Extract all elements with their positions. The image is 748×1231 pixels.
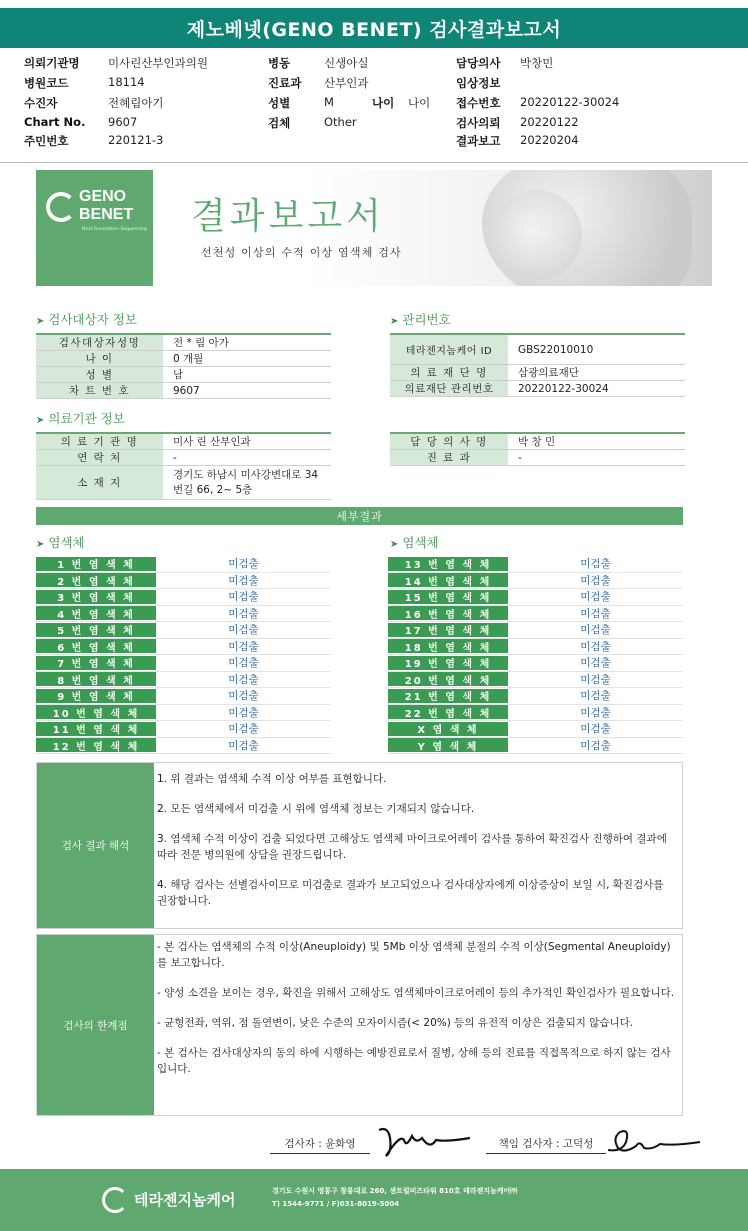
info-key: 성별	[268, 96, 291, 110]
table-key: 차 트 번 호	[36, 383, 163, 398]
table-key: 나 이	[36, 351, 163, 366]
info-sex	[268, 95, 448, 113]
logo-g-icon	[46, 192, 76, 222]
chromosome-label: 3 번 염 색 체	[36, 590, 156, 604]
table-value: 박 창 민	[518, 436, 556, 448]
info-value: M	[324, 95, 334, 109]
limitations-box	[36, 934, 683, 1116]
table-row	[390, 381, 685, 397]
table-value: 20220122-30024	[518, 382, 609, 395]
chromosome-label: 11 번 염 색 체	[36, 722, 156, 736]
info-hospital-code	[24, 75, 254, 93]
arrow-icon: ➤	[36, 316, 45, 327]
chromosome-row	[388, 688, 683, 705]
table-key: 검사대상자성명	[36, 335, 163, 350]
chromosome-row	[388, 606, 683, 623]
chromosome-row	[36, 705, 331, 722]
table-value: 남	[173, 369, 184, 381]
table-row	[36, 367, 331, 383]
chromosome-label: 16 번 염 색 체	[388, 606, 508, 620]
chromosome-result: 미검출	[580, 591, 611, 604]
chromosome-row	[36, 589, 331, 606]
info-key: 검체	[268, 116, 291, 130]
info-key: 병원코드	[24, 76, 69, 90]
table-key: 연 락 처	[36, 450, 163, 465]
table-row	[36, 434, 331, 450]
chromosome-row	[388, 705, 683, 722]
chromosome-row	[36, 606, 331, 623]
info-value: 20220204	[520, 133, 579, 147]
arrow-icon: ➤	[36, 539, 45, 550]
section-title: 검사대상자 정보	[48, 312, 137, 327]
info-key: 진료과	[268, 76, 302, 90]
chromosome-row	[388, 556, 683, 573]
info-value: 산부인과	[324, 76, 369, 90]
section-title: 의료기관 정보	[48, 411, 125, 426]
section-title: 염색체	[48, 535, 85, 550]
info-value: 9607	[108, 115, 138, 129]
table-key: 담 당 의 사 명	[390, 434, 508, 449]
institution-table	[36, 432, 331, 500]
chromosome-label: 17 번 염 색 체	[388, 623, 508, 637]
chromosome-result: 미검출	[580, 690, 611, 703]
banner-title: 결과보고서	[191, 196, 385, 237]
info-value: 나이	[408, 96, 431, 110]
chromosome-row	[36, 672, 331, 689]
interpretation-item: 3. 염색체 수적 이상이 검출 되었다면 고해상도 염색체 마이크로어레이 검사를 통하여 확진검사 진행하여 결과에 따라 전문 병의원에 상담을 권장드립니다.	[157, 833, 667, 861]
limitation-item: - 본 검사는 염색체의 수적 이상(Aneuploidy) 및 5Mb 이상 염색체 분절의 수적 이상(Segmental Aneuploidy)를 보고합니다.	[157, 941, 671, 969]
info-value: 20220122-30024	[520, 95, 620, 109]
chromosome-row	[388, 721, 683, 738]
table-key: 성 별	[36, 367, 163, 382]
interpretation-item: 4. 해당 검사는 선별검사이므로 미검출로 결과가 보고되었으나 검사대상자에게 이상증상이 보일 시, 확진검사를 권장합니다.	[157, 879, 664, 907]
table-row	[390, 450, 685, 466]
logo-tagline: Next Generation Sequencing	[82, 227, 147, 232]
table-row	[36, 466, 331, 500]
section-title: 관리번호	[402, 312, 451, 327]
info-resident-no	[24, 133, 254, 151]
chromosome-label: 5 번 염 색 체	[36, 623, 156, 637]
chromosome-label: 6 번 염 색 체	[36, 639, 156, 653]
chromosome-label: 14 번 염 색 체	[388, 573, 508, 587]
footer-phone: T) 1544-9771 / F)031-8019-5004	[272, 1200, 400, 1208]
info-value: 전혜림아기	[108, 96, 164, 110]
banner-subtitle: 선천성 이상의 수적 이상 염색체 검사	[201, 246, 402, 259]
chromosome-label: 18 번 염 색 체	[388, 639, 508, 653]
limitations-text	[157, 939, 676, 1091]
chromosome-result: 미검출	[580, 723, 611, 736]
chromosome-result: 미검출	[228, 673, 259, 686]
info-key: Chart No.	[24, 115, 86, 129]
chromosome-row	[36, 721, 331, 738]
signature-row	[270, 1130, 710, 1160]
table-key: 진 료 과	[390, 450, 508, 465]
info-doctor	[456, 55, 656, 73]
section-institution-info	[36, 409, 125, 427]
table-key: 의 료 기 관 명	[36, 434, 163, 449]
chromosome-label: Y 염 색 체	[388, 738, 508, 752]
table-key: 의 료 재 단 명	[390, 365, 508, 380]
chromosome-row	[388, 672, 683, 689]
chromosome-label: 7 번 염 색 체	[36, 656, 156, 670]
info-key: 수진자	[24, 96, 58, 110]
info-chart-no	[24, 115, 254, 133]
chromosome-label: 2 번 염 색 체	[36, 573, 156, 587]
chromosome-label: 20 번 염 색 체	[388, 672, 508, 686]
info-ward	[268, 55, 448, 73]
chromosome-result: 미검출	[228, 624, 259, 637]
section-management-no	[390, 310, 451, 328]
chromosome-result: 미검출	[580, 640, 611, 653]
interpretation-item: 2. 모든 염색체에서 미검출 시 위에 염색체 정보는 기재되지 않습니다.	[157, 803, 475, 815]
chromosome-result: 미검출	[228, 558, 259, 571]
detail-results-bar: 세부결과	[36, 507, 683, 525]
chromosome-result: 미검출	[228, 591, 259, 604]
table-key: 의료재단 관리번호	[390, 381, 508, 396]
interpretation-box	[36, 762, 683, 929]
chromosome-row	[388, 589, 683, 606]
chromosome-row	[388, 738, 683, 755]
info-value: 미사린산부인과의원	[108, 56, 208, 70]
table-value: 9607	[173, 384, 200, 397]
chromosome-table-left	[36, 556, 331, 754]
chromosome-label: X 염 색 체	[388, 722, 508, 736]
info-key: 나이	[372, 96, 395, 110]
table-value: -	[173, 451, 177, 464]
info-institution	[24, 55, 254, 73]
chromosome-row	[388, 573, 683, 590]
section-title: 염색체	[402, 535, 439, 550]
arrow-icon: ➤	[36, 415, 45, 426]
subject-info-table	[36, 333, 331, 399]
chromosome-label: 13 번 염 색 체	[388, 557, 508, 571]
chromosome-row	[388, 639, 683, 656]
chromosome-result: 미검출	[580, 607, 611, 620]
chromosome-result: 미검출	[580, 657, 611, 670]
info-key: 접수번호	[456, 96, 501, 110]
info-clinical	[456, 75, 656, 93]
responsible-name: 책임 검사자 : 고덕성	[486, 1136, 606, 1154]
chromosome-label: 4 번 염 색 체	[36, 606, 156, 620]
chromosome-result: 미검출	[228, 690, 259, 703]
chromosome-label: 9 번 염 색 체	[36, 689, 156, 703]
table-value: GBS22010010	[518, 343, 594, 356]
examiner-signature	[374, 1124, 474, 1160]
institution-right-table	[390, 432, 685, 466]
header-divider	[0, 162, 748, 163]
chromosome-row	[36, 556, 331, 573]
footer-brand: 테라젠지놈케어	[134, 1191, 236, 1209]
info-value: Other	[324, 115, 357, 129]
chromosome-result: 미검출	[228, 574, 259, 587]
chromosome-label: 22 번 염 색 체	[388, 705, 508, 719]
info-patient	[24, 95, 254, 113]
info-value: 220121-3	[108, 133, 164, 147]
logo-line2: BENET	[79, 206, 134, 223]
limitations-label: 검사의 한계점	[37, 935, 154, 1115]
info-accession	[456, 95, 656, 113]
chromosome-table-right	[388, 556, 683, 754]
info-key: 주민번호	[24, 134, 69, 148]
chromosome-result: 미검출	[580, 706, 611, 719]
chromosome-result: 미검출	[580, 673, 611, 686]
arrow-icon: ➤	[390, 539, 399, 550]
interpretation-item: 1. 위 결과는 염색체 수적 이상 여부를 표현합니다.	[157, 773, 387, 785]
chromosome-label: 21 번 염 색 체	[388, 689, 508, 703]
logo-wordmark	[79, 188, 133, 224]
report-title: 제노베넷(GENO BENET) 검사결과보고서	[0, 8, 748, 48]
baby-feet-image-2	[492, 190, 582, 280]
chromosome-label: 10 번 염 색 체	[36, 705, 156, 719]
chromosome-row	[36, 738, 331, 755]
info-key: 담당의사	[456, 56, 501, 70]
chromosome-row	[36, 622, 331, 639]
table-value: 전 * 림 아가	[173, 337, 229, 349]
info-key: 병동	[268, 56, 291, 70]
geno-benet-logo	[36, 170, 153, 286]
chromosome-row	[36, 573, 331, 590]
info-department	[268, 75, 448, 93]
chromosome-result: 미검출	[580, 624, 611, 637]
chromosome-result: 미검출	[228, 739, 259, 752]
chromosome-result: 미검출	[228, 706, 259, 719]
responsible-signature	[604, 1122, 704, 1160]
management-table	[390, 333, 685, 397]
info-value: 18114	[108, 75, 145, 89]
table-row	[390, 365, 685, 381]
chromosome-result: 미검출	[580, 574, 611, 587]
info-request-date	[456, 115, 656, 133]
info-value: 신생아실	[324, 56, 369, 70]
info-key: 결과보고	[456, 134, 501, 148]
footer	[0, 1169, 748, 1231]
info-report-date	[456, 133, 656, 151]
table-row	[36, 335, 331, 351]
chromosome-row	[388, 655, 683, 672]
chromosome-result: 미검출	[580, 739, 611, 752]
report-banner	[36, 170, 712, 286]
table-key: 테라젠지놈케어 ID	[390, 335, 508, 364]
examiner-name: 검사자 : 윤화영	[270, 1136, 370, 1154]
chromosome-label: 19 번 염 색 체	[388, 656, 508, 670]
info-specimen	[268, 115, 448, 133]
table-value: 삼광의료재단	[518, 367, 579, 379]
chromosome-result: 미검출	[228, 657, 259, 670]
logo-line1: GENO	[79, 188, 127, 205]
info-key: 임상정보	[456, 76, 501, 90]
table-row	[390, 434, 685, 450]
table-row	[36, 351, 331, 367]
table-row	[36, 450, 331, 466]
chromosome-label: 8 번 염 색 체	[36, 672, 156, 686]
table-value: 0 개월	[173, 353, 204, 365]
table-value: 미사 린 산부인과	[173, 436, 251, 448]
chromosome-label: 1 번 염 색 체	[36, 557, 156, 571]
info-value: 박창민	[520, 56, 554, 70]
footer-address-block	[272, 1185, 517, 1211]
info-key: 검사의뢰	[456, 116, 501, 130]
section-chromosome-right	[390, 533, 439, 551]
table-value: -	[518, 451, 522, 464]
interpretation-label: 검사 결과 해석	[37, 763, 154, 928]
interpretation-text	[157, 771, 676, 923]
limitation-item: - 양성 소견을 보이는 경우, 확진을 위해서 고해상도 염색체마이크로어레이 등의 추가적인 확인검사가 필요합니다.	[157, 987, 675, 999]
section-subject-info	[36, 310, 137, 328]
info-value: 20220122	[520, 115, 579, 129]
footer-address: 경기도 수원시 영통구 창룡대로 260, 센트럴비즈타워 810호 테라젠지놈케어㈜	[272, 1187, 518, 1195]
chromosome-result: 미검출	[228, 607, 259, 620]
chromosome-row	[36, 688, 331, 705]
chromosome-result: 미검출	[580, 558, 611, 571]
table-key: 소 재 지	[36, 466, 163, 499]
chromosome-label: 12 번 염 색 체	[36, 738, 156, 752]
table-value: 경기도 하남시 미사강변대로 34 번길 66, 2~ 5층	[173, 468, 319, 496]
info-key: 의뢰기관명	[24, 56, 80, 70]
section-chromosome-left	[36, 533, 85, 551]
table-row	[390, 335, 685, 365]
chromosome-row	[36, 639, 331, 656]
chromosome-result: 미검출	[228, 723, 259, 736]
chromosome-row	[36, 655, 331, 672]
terragen-logo-icon	[102, 1187, 128, 1213]
limitation-item: - 본 검사는 검사대상자의 동의 하에 시행하는 예방진료로서 질병, 상해 등의 진료를 직접목적으로 하지 않는 검사입니다.	[157, 1047, 671, 1075]
chromosome-label: 15 번 염 색 체	[388, 590, 508, 604]
chromosome-row	[388, 622, 683, 639]
arrow-icon: ➤	[390, 316, 399, 327]
chromosome-result: 미검출	[228, 640, 259, 653]
table-row	[36, 383, 331, 399]
limitation-item: - 균형전좌, 역위, 점 돌연변이, 낮은 수준의 모자이시즘(< 20%) 등의 유전적 이상은 검출되지 않습니다.	[157, 1017, 634, 1029]
